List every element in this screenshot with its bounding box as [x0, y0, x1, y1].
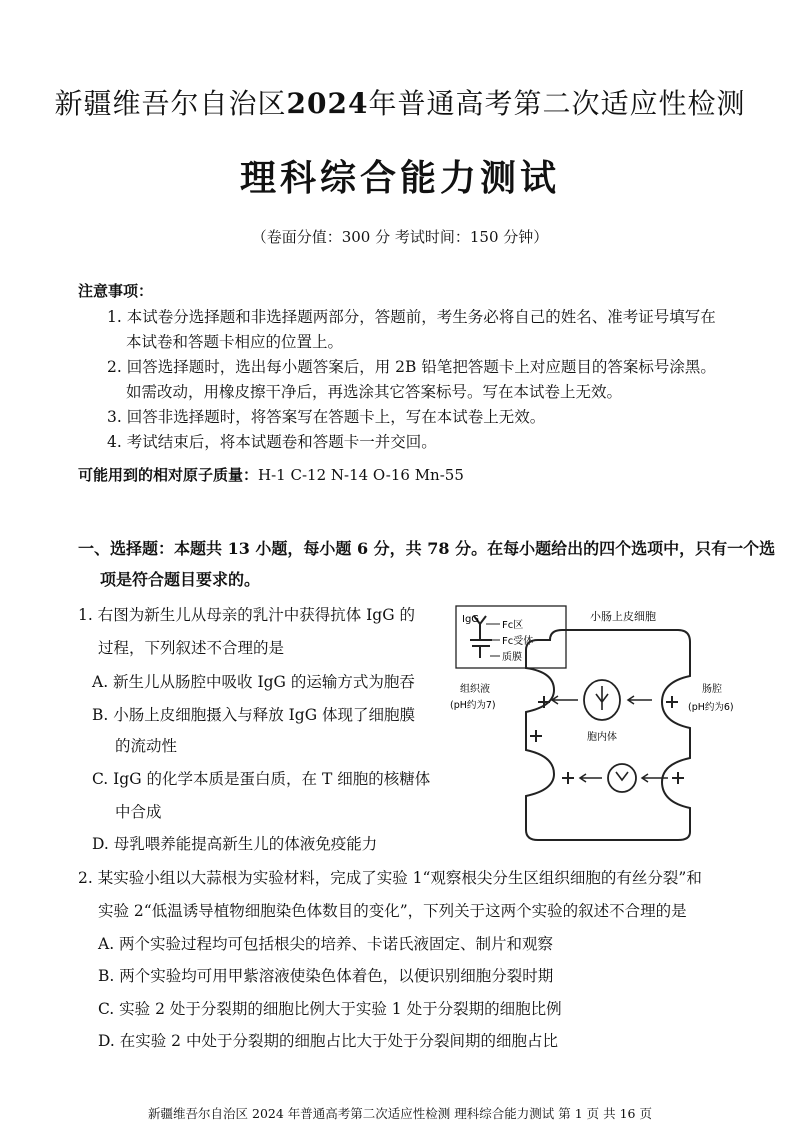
- endosome-label: 胞内体: [587, 732, 617, 743]
- q2-option-c: C. 实验 2 处于分裂期的细胞比例大于实验 1 处于分裂期的细胞比例: [98, 1000, 562, 1018]
- q2-option-b: B. 两个实验均可用甲紫溶液使染色体着色，以便识别细胞分裂时期: [98, 967, 554, 985]
- arrow-endosome-to-left: [552, 696, 578, 704]
- q1-option-b-cont: 的流动性: [115, 737, 178, 755]
- q2-stem-cont: 实验 2“低温诱导植物细胞染色体数目的变化”，下列关于这两个实验的叙述不合理的是: [98, 902, 687, 920]
- arrow-right-to-endosome: [628, 696, 652, 704]
- exam-title-rest: 年普通高考第二次适应性检测: [368, 87, 746, 120]
- cell-label: 小肠上皮细胞: [590, 610, 656, 623]
- q1-stem: 1. 右图为新生儿从母亲的乳汁中获得抗体 IgG 的: [78, 606, 415, 624]
- vesicle-igg-icon: [616, 772, 628, 780]
- section-heading-cont: 项是符合题目要求的。: [100, 570, 261, 589]
- arrow-lower-left: [580, 774, 602, 782]
- notice-item: 如需改动，用橡皮擦干净后，再选涂其它答案标号。写在本试卷上无效。: [126, 383, 623, 401]
- q1-option-d: D. 母乳喂养能提高新生儿的体液免疫能力: [92, 835, 378, 853]
- notice-item: 本试卷和答题卡相应的位置上。: [126, 333, 344, 351]
- receptor-icon: [666, 696, 678, 708]
- legend-igg: IgG: [462, 614, 480, 625]
- right-label: 肠腔: [702, 684, 722, 695]
- q2-option-a: A. 两个实验过程均可包括根尖的培养、卡诺氏液固定、制片和观察: [98, 935, 554, 953]
- notice-heading: 注意事项：: [78, 282, 154, 300]
- q2-stem: 2. 某实验小组以大蒜根为实验材料，完成了实验 1“观察根尖分生区组织细胞的有丝分裂”和: [78, 869, 702, 887]
- receptor-icon: [672, 772, 684, 784]
- legend-fc: Fc区: [502, 620, 524, 631]
- receptor-icon: [538, 696, 550, 708]
- q1-stem-cont: 过程，下列叙述不合理的是: [98, 639, 285, 657]
- notice-item: 4. 考试结束后，将本试题卷和答题卡一并交回。: [107, 433, 437, 451]
- atomic-mass-values: H-1 C-12 N-14 O-16 Mn-55: [258, 466, 464, 484]
- receptor-icon: [562, 772, 574, 784]
- notice-item: 2. 回答选择题时，选出每小题答案后，用 2B 铅笔把答题卡上对应题目的答案标号涂黑。: [107, 358, 716, 376]
- right-label-ph: (pH约为6): [688, 702, 734, 713]
- legend-fcr: Fc受体: [502, 636, 534, 647]
- atomic-mass-label: 可能用到的相对原子质量：: [78, 466, 259, 484]
- exam-title-year: 2024: [286, 87, 369, 120]
- endosome-igg-icon: [596, 686, 608, 710]
- legend-membrane: 质膜: [502, 652, 522, 663]
- exam-title: [0, 82, 800, 122]
- subject-title: 理科综合能力测试: [239, 157, 560, 199]
- q1-option-c-cont: 中合成: [115, 803, 162, 821]
- receptor-icon: [530, 730, 542, 742]
- left-label-ph: (pH约为7): [450, 700, 496, 711]
- q2-option-d: D. 在实验 2 中处于分裂期的细胞占比大于处于分裂间期的细胞占比: [98, 1032, 558, 1050]
- igg-transport-figure: [440, 600, 740, 850]
- score-info: （卷面分值：300 分 考试时间：150 分钟）: [251, 228, 549, 246]
- q1-option-c: C. IgG 的化学本质是蛋白质，在 T 细胞的核糖体: [92, 770, 431, 788]
- atomic-mass-line: [78, 464, 464, 485]
- notice-item: 1. 本试卷分选择题和非选择题两部分，答题前，考生务必将自己的姓名、准考证号填写在: [107, 308, 716, 326]
- q1-option-b: B. 小肠上皮细胞摄入与释放 IgG 体现了细胞膜: [92, 706, 416, 724]
- notice-item: 3. 回答非选择题时，将答案写在答题卡上，写在本试卷上无效。: [107, 408, 546, 426]
- left-label: 组织液: [460, 684, 490, 695]
- section-heading: 一、选择题：本题共 13 小题，每小题 6 分，共 78 分。在每小题给出的四个选项中，只有一个选: [78, 539, 776, 558]
- q1-option-a: A. 新生儿从肠腔中吸收 IgG 的运输方式为胞吞: [92, 673, 415, 691]
- vesicle: [608, 764, 636, 792]
- exam-title-region: 新疆维吾尔自治区: [54, 87, 287, 120]
- page-footer: 新疆维吾尔自治区 2024 年普通高考第二次适应性检测 理科综合能力测试 第 1 页 共 16 页: [148, 1106, 652, 1121]
